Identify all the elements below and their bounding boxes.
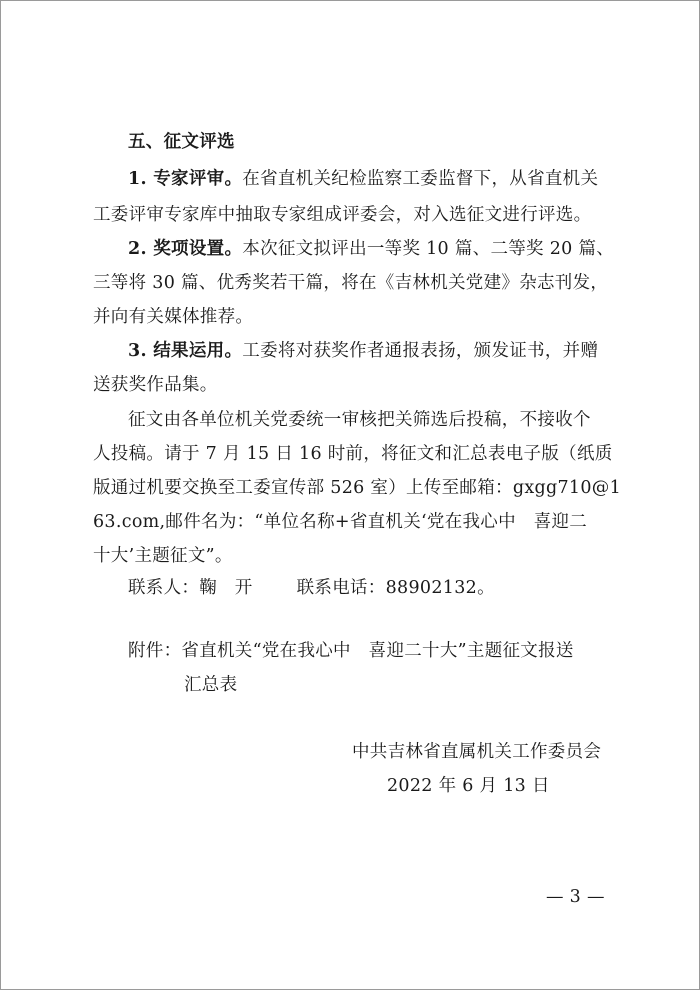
contact-phone-number: 88902132。 xyxy=(385,578,495,598)
signature-date: 2022 年 6 月 13 日 xyxy=(387,776,550,796)
item-1-line-2: 工委评审专家库中抽取专家组成评委会，对入选征文进行评选。 xyxy=(93,205,592,225)
item-1-text: 在省直机关纪检监察工委监督下，从省直机关 xyxy=(242,169,599,189)
item-2-line-1 xyxy=(128,241,614,259)
item-3-text: 工委将对获奖作者通报表扬，颁发证书，并赠 xyxy=(242,341,599,361)
contact-person-name: 鞠 开 xyxy=(199,578,253,598)
attachment-line-2: 汇总表 xyxy=(184,675,238,695)
contact-line xyxy=(128,580,495,598)
submission-line-3: 版通过机要交换至工委宣传部 526 室）上传至邮箱：gxgg710@1 xyxy=(93,478,622,498)
item-1-label: 1. 专家评审。 xyxy=(128,169,243,189)
page-number: — 3 — xyxy=(546,887,605,907)
item-1-line-1 xyxy=(128,171,598,189)
contact-person-label: 联系人： xyxy=(128,578,200,598)
contact-phone-label: 联系电话： xyxy=(296,578,386,598)
section-heading: 五、征文评选 xyxy=(128,132,235,152)
attachment-line-1 xyxy=(128,643,574,661)
signature-organization: 中共吉林省直属机关工作委员会 xyxy=(352,742,602,762)
submission-line-2: 人投稿。请于 7 月 15 日 16 时前，将征文和汇总表电子版（纸质 xyxy=(93,444,613,464)
attachment-title: 省直机关“党在我心中 喜迎二十大”主题征文报送 xyxy=(181,641,574,661)
submission-line-5: 十大’主题征文”。 xyxy=(93,546,233,566)
item-2-text: 本次征文拟评出一等奖 10 篇、二等奖 20 篇、 xyxy=(242,239,615,259)
submission-line-4: 63.com,邮件名为：“单位名称+省直机关‘党在我心中 喜迎二 xyxy=(93,512,588,532)
attachment-label: 附件： xyxy=(128,641,182,661)
item-3-line-1 xyxy=(128,343,598,361)
item-3-line-2: 送获奖作品集。 xyxy=(93,375,218,395)
item-2-line-3: 并向有关媒体推荐。 xyxy=(93,307,254,327)
item-2-label: 2. 奖项设置。 xyxy=(128,239,243,259)
item-2-line-2: 三等将 30 篇、优秀奖若干篇，将在《吉林机关党建》杂志刊发， xyxy=(93,273,609,293)
submission-line-1: 征文由各单位机关党委统一审核把关筛选后投稿，不接收个 xyxy=(128,410,591,430)
item-3-label: 3. 结果运用。 xyxy=(128,341,243,361)
